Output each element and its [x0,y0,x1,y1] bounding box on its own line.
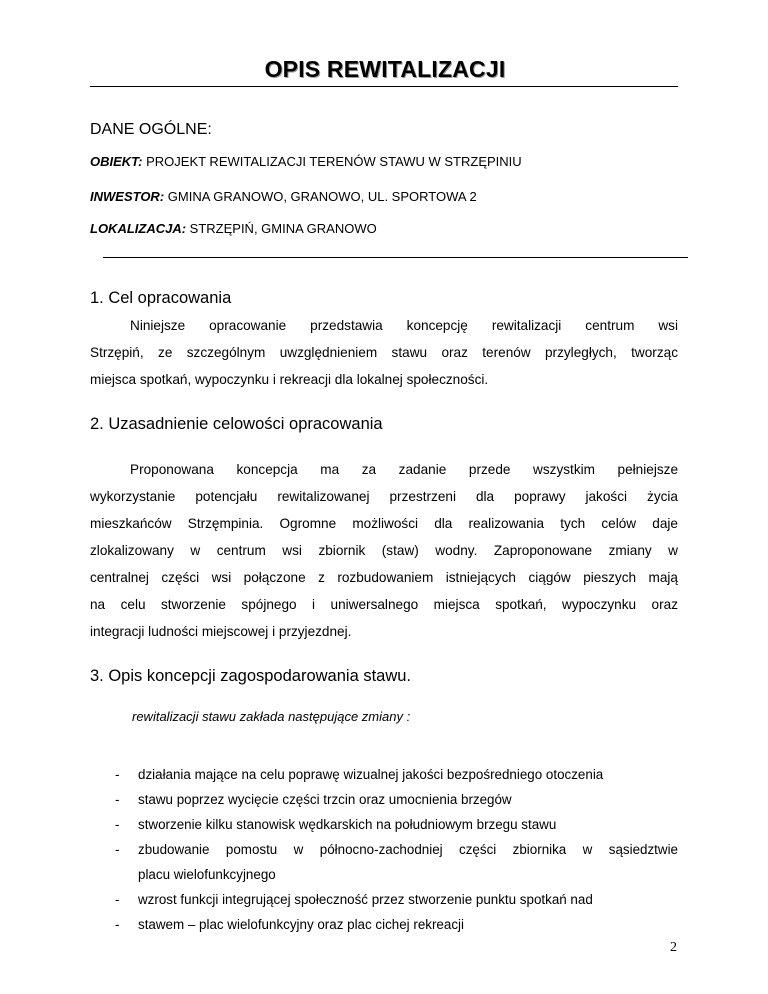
list-dash: - [115,817,120,832]
list-dash: - [115,842,120,857]
paragraph-line: Strzępiń, ze szczególnym uwzględnieniem stawu oraz terenów przyległych, tworząc [90,345,678,360]
title-rule [90,86,678,87]
list-item-text: stawu poprzez wycięcie części trzcin oraz umocnienia brzegów [138,792,512,807]
list-item [90,787,678,812]
list-item-text: wzrost funkcji integrującej społeczność przez stworzenie punktu spotkań nad [138,892,593,907]
changes-list [90,762,678,937]
list-item-text: zbudowanie pomostu w północno-zachodniej części zbiornika w sąsiedztwie [138,842,678,857]
investor-label: INWESTOR: [90,189,165,204]
list-item-text: stworzenie kilku stanowisk wędkarskich na południowym brzegu stawu [138,817,557,832]
paragraph-line: centralnej części wsi połączone z rozbudowaniem istniejących ciągów pieszych mają [90,570,678,585]
paragraph-line: na celu stworzenie spójnego i uniwersalnego miejsca spotkań, wypoczynku oraz [90,597,678,612]
list-item [90,812,678,837]
list-dash: - [115,792,120,807]
general-data-heading: DANE OGÓLNE: [90,121,212,138]
object-value: PROJEKT REWITALIZACJI TERENÓW STAWU W STRZĘPINIU [142,154,522,169]
document-title: OPIS REWITALIZACJI [264,56,506,82]
paragraph-line: miejsca spotkań, wypoczynku i rekreacji dla lokalnej społeczności. [90,372,489,387]
list-item-text: działania mające na celu poprawę wizualnej jakości bezpośredniego otoczenia [138,767,604,782]
paragraph-line: zlokalizowany w centrum wsi zbiornik (staw) wodny. Zaproponowane zmiany w [90,543,678,558]
paragraph-line: Proponowana koncepcja ma za zadanie przede wszystkim pełniejsze [130,462,678,477]
location-line [90,221,377,236]
investor-line [90,189,477,204]
general-data-rule [103,257,688,258]
paragraph-line: wykorzystanie potencjału rewitalizowanej przestrzeni dla poprawy jakości życia [90,489,678,504]
section-1-paragraph [90,312,678,393]
section-2-heading: 2. Uzasadnienie celowości opracowania [90,415,383,433]
location-value: STRZĘPIŃ, GMINA GRANOWO [186,221,377,236]
list-item-continuation [90,862,678,887]
list-item [90,887,678,912]
list-item-text: stawem – plac wielofunkcyjny oraz plac cichej rekreacji [138,917,464,932]
paragraph-line: mieszkańców Strzęmpinia. Ogromne możliwości dla realizowania tych celów daje [90,516,678,531]
section-3-intro: rewitalizacji stawu zakłada następujące zmiany : [132,709,411,724]
list-dash: - [115,892,120,907]
list-item-text: placu wielofunkcyjnego [138,867,276,882]
section-2-paragraph [90,456,678,645]
paragraph-line: integracji ludności miejscowej i przyjezdnej. [90,624,352,639]
list-item [90,912,678,937]
list-item [90,762,678,787]
investor-value: GMINA GRANOWO, GRANOWO, UL. SPORTOWA 2 [164,189,477,204]
object-label: OBIEKT: [90,154,143,169]
list-dash: - [115,917,120,932]
list-item [90,837,678,862]
list-dash: - [115,767,120,782]
section-3-heading: 3. Opis koncepcji zagospodarowania stawu. [90,667,412,685]
section-1-heading: 1. Cel opracowania [90,289,232,307]
location-label: LOKALIZACJA: [90,221,187,236]
page-number: 2 [670,940,677,955]
paragraph-line: Niniejsze opracowanie przedstawia koncepcję rewitalizacji centrum wsi [130,318,678,333]
object-line [90,154,522,169]
